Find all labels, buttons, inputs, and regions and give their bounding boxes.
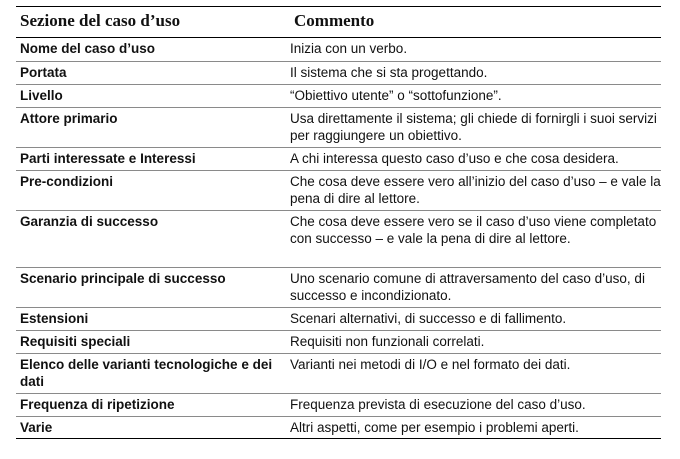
header-comment: Commento [294, 11, 375, 30]
row-section: Parti interessate e Interessi [20, 151, 196, 166]
row-section: Frequenza di ripetizione [20, 397, 175, 412]
table-row [16, 171, 661, 211]
row-section: Livello [20, 88, 63, 103]
row-section: Pre-condizioni [20, 174, 114, 189]
table-row [16, 268, 661, 308]
table-header [16, 6, 661, 38]
row-comment: Varianti nei metodi di I/O e nel formato dei dati. [290, 357, 571, 372]
row-section: Portata [20, 65, 67, 80]
row-section: Estensioni [20, 311, 89, 326]
row-comment: “Obiettivo utente” o “sottofunzione”. [290, 88, 502, 103]
row-comment: Usa direttamente il sistema; gli chiede di fornirgli i suoi servizi per raggiungere un obiettivo. [290, 111, 657, 143]
table-row [16, 148, 661, 171]
table-row [16, 331, 661, 354]
use-case-table [16, 6, 661, 439]
row-section: Garanzia di successo [20, 214, 159, 229]
table-row [16, 38, 661, 62]
row-comment: Che cosa deve essere vero se il caso d’uso viene completato con successo – e vale la pena di dire al lettore. [290, 214, 657, 246]
table-row [16, 211, 661, 268]
row-section: Nome del caso d’uso [20, 41, 156, 56]
table-row [16, 354, 661, 394]
row-section: Requisiti speciali [20, 334, 131, 349]
table-row [16, 417, 661, 439]
row-section: Attore primario [20, 111, 118, 126]
table-row [16, 108, 661, 148]
row-comment: Inizia con un verbo. [290, 41, 408, 56]
table-row [16, 85, 661, 108]
row-section: Varie [20, 420, 53, 435]
row-section: Elenco delle varianti tecnologiche e dei dati [20, 357, 273, 389]
row-comment: Frequenza prevista di esecuzione del caso d’uso. [290, 397, 586, 412]
row-comment: Il sistema che si sta progettando. [290, 65, 488, 80]
row-comment: Altri aspetti, come per esempio i problemi aperti. [290, 420, 579, 435]
header-section: Sezione del caso d’uso [20, 11, 181, 30]
row-comment: Requisiti non funzionali correlati. [290, 334, 485, 349]
row-comment: Scenari alternativi, di successo e di fallimento. [290, 311, 567, 326]
table-row [16, 394, 661, 417]
row-comment: Uno scenario comune di attraversamento del caso d’uso, di successo e incondizionato. [290, 271, 645, 303]
table-row [16, 62, 661, 85]
table-row [16, 308, 661, 331]
row-comment: Che cosa deve essere vero all’inizio del caso d’uso – e vale la pena di dire al lettore. [290, 174, 661, 206]
row-comment: A chi interessa questo caso d’uso e che cosa desidera. [290, 151, 619, 166]
row-section: Scenario principale di successo [20, 271, 226, 286]
